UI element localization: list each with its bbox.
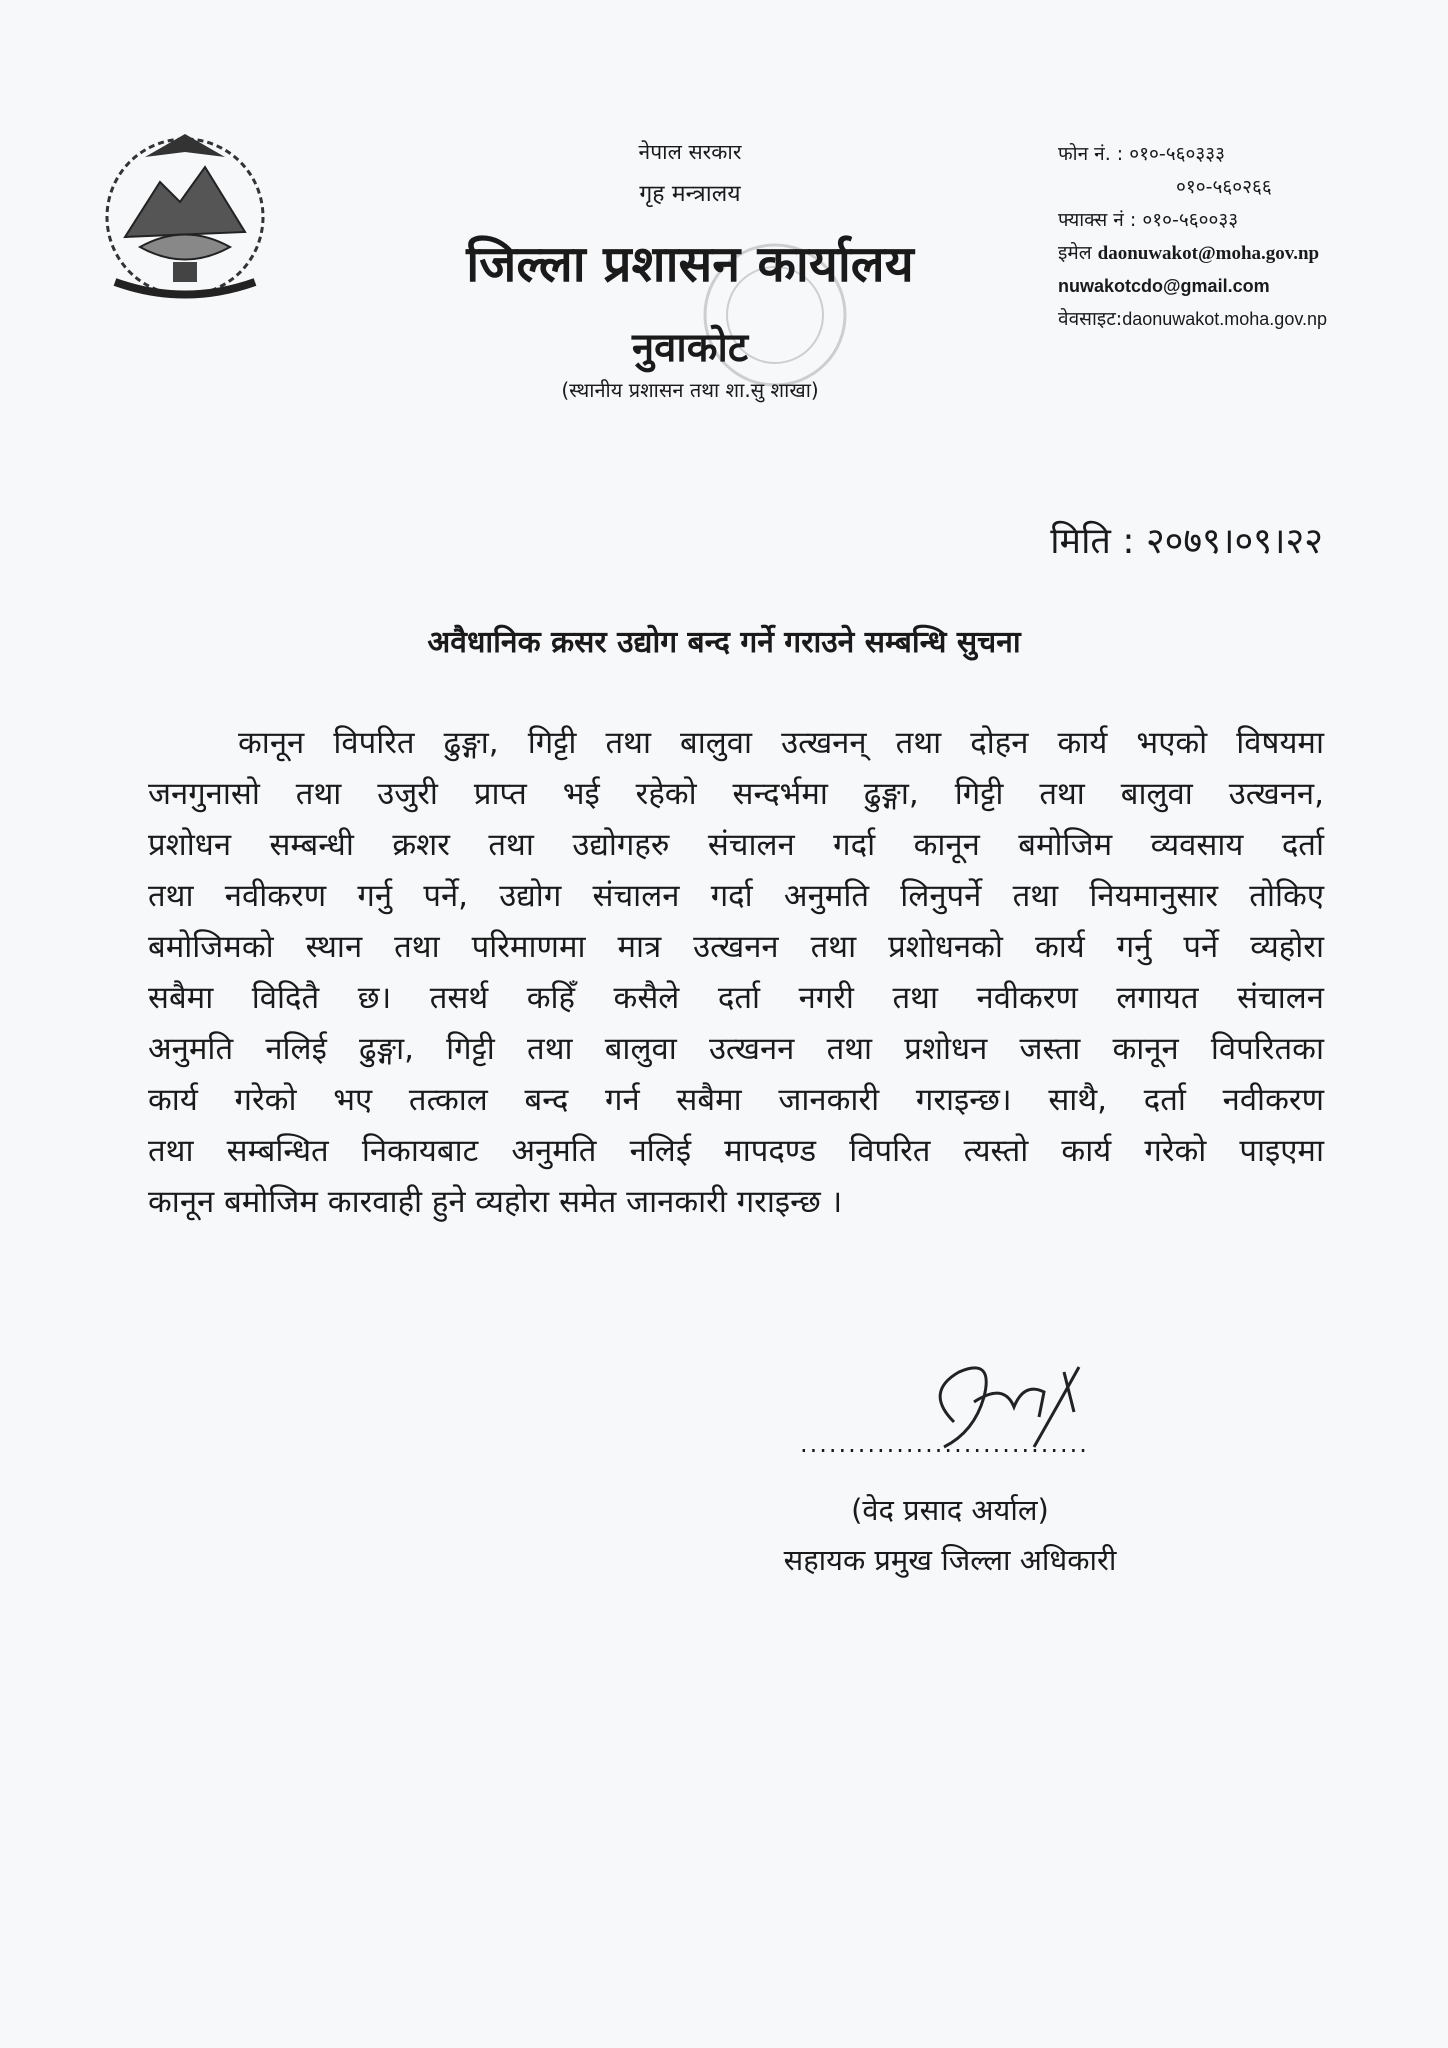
phone-row — [1058, 138, 1438, 171]
government-name: नेपाल सरकार — [638, 140, 742, 164]
body-line: जनगुनासो तथा उजुरी प्राप्त भई रहेको सन्दर्भमा ढुङ्गा, गिट्टी तथा बालुवा उत्खनन, — [148, 776, 1324, 812]
letter-date: मिति : २०७९।०९।२२ — [1050, 521, 1323, 562]
body-line: कार्य गरेको भए तत्काल बन्द गर्न सबैमा जानकारी गराइन्छ। साथै, दर्ता नवीकरण — [148, 1082, 1324, 1118]
body-line: सबैमा विदितै छ। तसर्थ कहिँ कसैले दर्ता नगरी तथा नवीकरण लगायत संचालन — [148, 980, 1324, 1016]
website-row — [1058, 303, 1438, 336]
body-line: प्रशोधन सम्बन्धी क्रशर तथा उद्योगहरु संचालन गर्दा कानून बमोजिम व्यवसाय दर्ता — [148, 827, 1324, 863]
body-line: कानून विपरित ढुङ्गा, गिट्टी तथा बालुवा उत्खनन् तथा दोहन कार्य भएको विषयमा — [238, 725, 1324, 761]
email-link[interactable]: daonuwakot@moha.gov.np — [1097, 243, 1320, 264]
office-title: जिल्ला प्रशासन कार्यालय — [466, 235, 914, 293]
website-link[interactable]: daonuwakot.moha.gov.np — [1122, 309, 1328, 329]
ministry-name: गृह मन्त्रालय — [639, 181, 741, 207]
phone-row-2 — [1058, 171, 1438, 204]
email-row — [1058, 237, 1438, 270]
website-label: वेवसाइट: — [1058, 308, 1123, 330]
phone-number: ०१०-५६०३३३ — [1129, 143, 1226, 165]
signature-line: .............................. — [800, 1430, 1089, 1458]
nepal-emblem-icon — [85, 122, 285, 312]
signer-designation: सहायक प्रमुख जिल्ला अधिकारी — [783, 1543, 1117, 1577]
notice-body — [148, 718, 1324, 1228]
body-line: तथा सम्बन्धित निकायबाट अनुमति नलिई मापदण्ड विपरित त्यस्तो कार्य गरेको पाइएमा — [148, 1133, 1324, 1169]
email-link-2[interactable]: nuwakotcdo@gmail.com — [1058, 276, 1270, 296]
body-line: कानून बमोजिम कारवाही हुने व्यहोरा समेत जानकारी गराइन्छ । — [148, 1184, 843, 1220]
district-name: नुवाकोट — [631, 325, 749, 371]
fax-row — [1058, 204, 1438, 237]
fax-label: फ्याक्स नं : — [1058, 209, 1137, 231]
body-line: तथा नवीकरण गर्नु पर्ने, उद्योग संचालन गर्दा अनुमति लिनुपर्ने तथा नियमानुसार तोकिए — [148, 878, 1324, 914]
body-line: बमोजिमको स्थान तथा परिमाणमा मात्र उत्खनन तथा प्रशोधनको कार्य गर्नु पर्ने व्यहोरा — [148, 929, 1324, 965]
phone-number: ०१०-५६०२६६ — [1176, 176, 1272, 198]
phone-label: फोन नं. : — [1058, 143, 1124, 165]
signer-name: (वेद प्रसाद अर्याल) — [851, 1493, 1049, 1527]
branch-name: (स्थानीय प्रशासन तथा शा.सु शाखा) — [561, 378, 819, 402]
contact-block — [1058, 138, 1438, 336]
email-label: इमेल — [1058, 242, 1092, 264]
notice-subject: अवैधानिक क्रसर उद्योग बन्द गर्ने गराउने सम्बन्धि सुचना — [427, 625, 1021, 660]
body-line: अनुमति नलिई ढुङ्गा, गिट्टी तथा बालुवा उत्खनन तथा प्रशोधन जस्ता कानून विपरितका — [148, 1031, 1324, 1067]
fax-number: ०१०-५६००३३ — [1142, 209, 1239, 231]
